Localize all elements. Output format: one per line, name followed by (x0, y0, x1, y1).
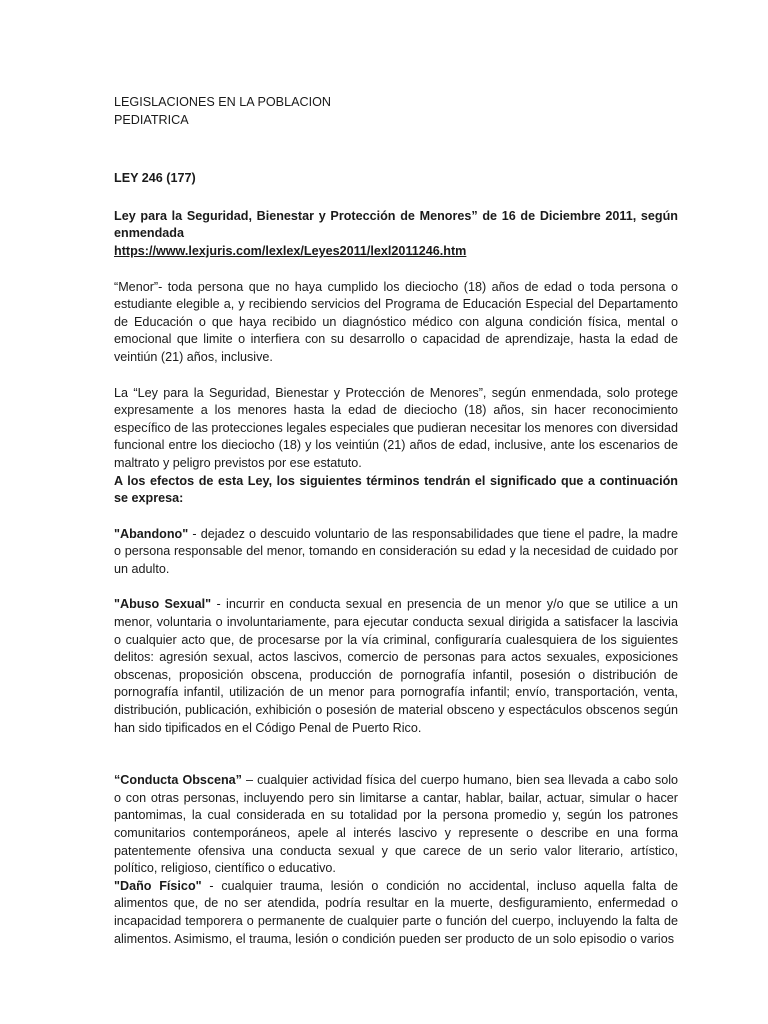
header-line-1: LEGISLACIONES EN LA POBLACION (114, 95, 331, 109)
scope-paragraph: La “Ley para la Seguridad, Bienestar y Protección de Menores”, según enmendada, solo protege expresamente a los menores hasta la edad de dieciocho (18) años, sin hacer reconocimiento específico de las protecciones legales especiales que pudieran necesitar los menores con diversidad funcional entre los dieciocho (18) y los veintiún (21) años de edad, inclusive, ante los escenarios de maltrato y peligro previstos por ese estatuto. (114, 385, 678, 470)
document-header (114, 94, 678, 129)
definition-text: - dejadez o descuido voluntario de las responsabilidades que tiene el padre, la madre o persona responsable del menor, tomando en consideración su edad y la necesidad de cuidado por un adulto. (114, 526, 678, 576)
menor-definition: “Menor”- toda persona que no haya cumplido los dieciocho (18) años de edad o toda persona o estudiante elegible a, y recibiendo servicios del Programa de Educación Especial del Departamento de Educación o que haya recibido un diagnóstico médico con alguna condición física, mental o emocional que limite o interfiera con su desarrollo o capacidad de aprendizaje, hasta la edad de veintiún (21) años, inclusive. (114, 279, 678, 364)
header-line-2: PEDIATRICA (114, 112, 189, 127)
definition-term: "Abandono" (114, 526, 189, 541)
law-link[interactable]: https://www.lexjuris.com/lexlex/Leyes2011/lexl2011246.htm (114, 243, 467, 258)
definition-term: "Abuso Sexual" (114, 597, 212, 612)
definition-text: – cualquier actividad física del cuerpo humano, bien sea llevada a cabo solo o con otras personas, incluyendo pero sin limitarse a cantar, hablar, bailar, actuar, simular o hacer pantomimas, la cual considerada en su totalidad por la persona promedio y, según los patrones comunitarios contemporáneos, apele al interés lascivo y represente o describe en una forma patentemente ofensiva una conducta sexual y que carece de un serio valor literario, artístico, político, religioso, científico o educativo. (114, 773, 678, 876)
law-title: Ley para la Seguridad, Bienestar y Protección de Menores” de 16 de Diciembre 2011, según enmendada (114, 208, 678, 241)
definition-abandono (114, 526, 678, 579)
definition-abuso-sexual (114, 596, 678, 737)
definition-term: "Daño Físico" (114, 878, 202, 893)
terms-intro: A los efectos de esta Ley, los siguientes términos tendrán el significado que a continuación se expresa: (114, 473, 678, 506)
definition-dano-fisico (114, 878, 678, 948)
definition-text: - incurrir en conducta sexual en presencia de un menor y/o que se utilice a un menor, voluntaria o involuntariamente, para ejecutar conducta sexual dirigida a satisfacer la lascivia o cualquier acto que, de procesarse por la vía criminal, configuraría cualesquiera de los siguientes delitos: agresión sexual, actos lascivos, comercio de personas para actos sexuales, exposiciones obscenas, proposición obscena, producción de pornografía infantil, posesión o distribución de pornografía infantil, utilización de un menor para pornografía infantil; envío, transportación, venta, distribución, publicación, exhibición o posesión de material obsceno y espectáculos obscenos según han sido tipificados en el Código Penal de Puerto Rico. (114, 597, 678, 735)
definition-text: - cualquier trauma, lesión o condición no accidental, incluso aquella falta de alimentos que, de no ser atendida, podría resultar en la muerte, desfiguramiento, enfermedad o incapacidad temporera o permanente de cualquier parte o función del cuerpo, incluyendo la falta de alimentos. Asimismo, el trauma, lesión o condición pueden ser producto de un solo episodio o varios (114, 878, 678, 946)
definition-conducta-obscena (114, 772, 678, 878)
definition-term: “Conducta Obscena” (114, 773, 242, 788)
law-number: LEY 246 (177) (114, 171, 196, 186)
